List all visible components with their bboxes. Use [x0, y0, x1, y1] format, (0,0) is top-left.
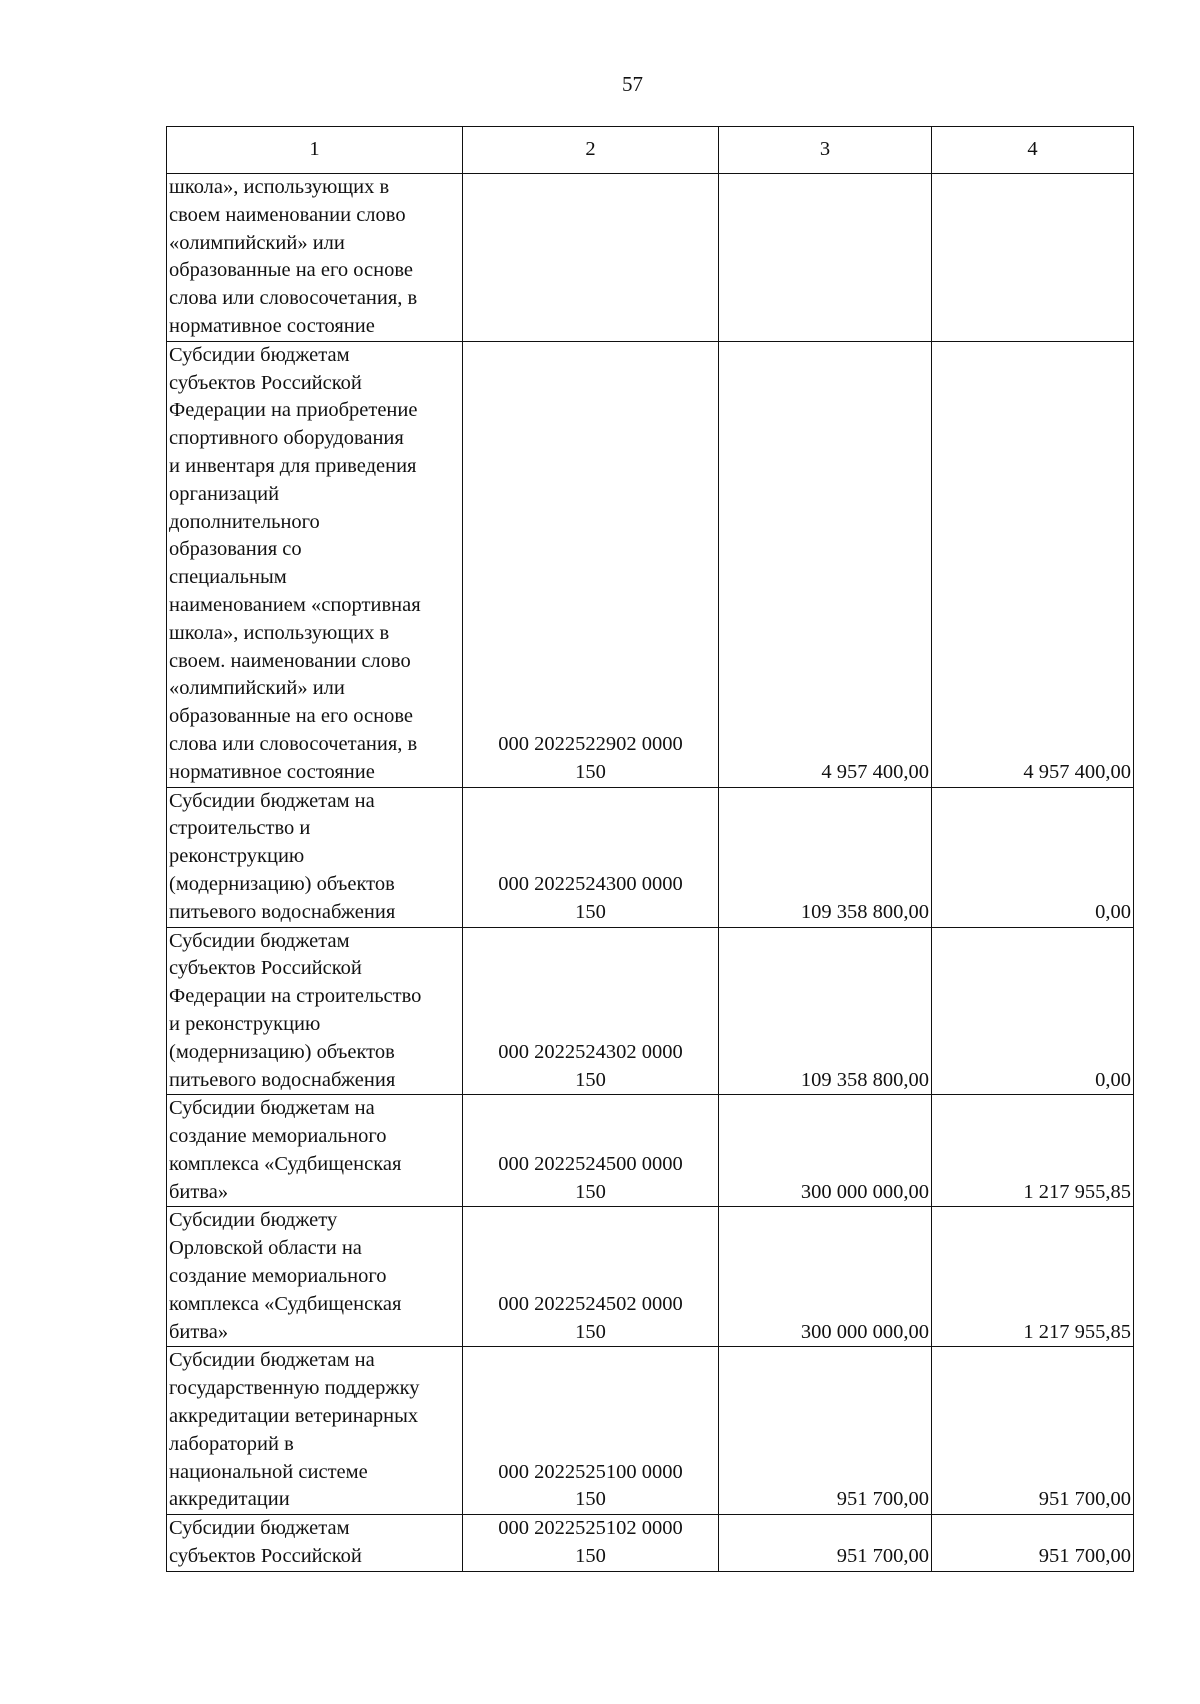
row-amount-col3 — [719, 174, 932, 342]
table-row — [167, 174, 1134, 342]
row-description: Субсидии бюджетам на строительство и реконструкцию (модернизацию) объектов питьевого водоснабжения — [167, 787, 463, 927]
row-code: 000 2022524500 0000 150 — [463, 1095, 719, 1207]
row-description: Субсидии бюджетам субъектов Российской Федерации на приобретение спортивного оборудования и инвентаря для приведения организаций дополнительного образования со специальным наименованием «спортивная школа», использующих в своем. наименовании слово «олимпийский» или образованные на его основе слова или словосочетания, в нормативное состояние — [167, 341, 463, 787]
row-amount-col4: 951 700,00 — [932, 1347, 1134, 1515]
row-code: 000 2022524502 0000 150 — [463, 1207, 719, 1347]
row-description: школа», использующих в своем наименовании слово «олимпийский» или образованные на его основе слова или словосочетания, в нормативное состояние — [167, 174, 463, 342]
page-number: 57 — [622, 72, 643, 96]
table-row — [167, 787, 1134, 927]
table-row — [167, 1207, 1134, 1347]
row-amount-col3: 300 000 000,00 — [719, 1095, 932, 1207]
row-amount-col3: 951 700,00 — [719, 1515, 932, 1572]
table-row — [167, 1347, 1134, 1515]
row-amount-col3: 951 700,00 — [719, 1347, 932, 1515]
row-description: Субсидии бюджетам субъектов Российской Федерации на строительство и реконструкцию (модернизацию) объектов питьевого водоснабжения — [167, 927, 463, 1095]
row-code: 000 2022524302 0000 150 — [463, 927, 719, 1095]
row-code: 000 2022522902 0000 150 — [463, 341, 719, 787]
row-description: Субсидии бюджетам на государственную поддержку аккредитации ветеринарных лабораторий в национальной системе аккредитации — [167, 1347, 463, 1515]
row-amount-col4 — [932, 174, 1134, 342]
column-header: 2 — [463, 127, 719, 174]
row-amount-col3: 4 957 400,00 — [719, 341, 932, 787]
table-header-row — [167, 127, 1134, 174]
table-row — [167, 1515, 1134, 1572]
row-amount-col3: 109 358 800,00 — [719, 927, 932, 1095]
row-amount-col4: 0,00 — [932, 787, 1134, 927]
row-amount-col4: 0,00 — [932, 927, 1134, 1095]
row-code: 000 2022524300 0000 150 — [463, 787, 719, 927]
row-amount-col3: 109 358 800,00 — [719, 787, 932, 927]
table-row — [167, 927, 1134, 1095]
budget-table — [166, 126, 1134, 1572]
row-code: 000 2022525100 0000 150 — [463, 1347, 719, 1515]
row-amount-col4: 4 957 400,00 — [932, 341, 1134, 787]
table-row — [167, 1095, 1134, 1207]
column-header: 4 — [932, 127, 1134, 174]
column-header: 1 — [167, 127, 463, 174]
row-description: Субсидии бюджетам субъектов Российской — [167, 1515, 463, 1572]
column-header: 3 — [719, 127, 932, 174]
row-amount-col4: 1 217 955,85 — [932, 1095, 1134, 1207]
row-amount-col4: 1 217 955,85 — [932, 1207, 1134, 1347]
row-code — [463, 174, 719, 342]
row-amount-col4: 951 700,00 — [932, 1515, 1134, 1572]
row-code: 000 2022525102 0000 150 — [463, 1515, 719, 1572]
row-description: Субсидии бюджетам на создание мемориального комплекса «Судбищенская битва» — [167, 1095, 463, 1207]
table-row — [167, 341, 1134, 787]
row-description: Субсидии бюджету Орловской области на создание мемориального комплекса «Судбищенская битва» — [167, 1207, 463, 1347]
row-amount-col3: 300 000 000,00 — [719, 1207, 932, 1347]
